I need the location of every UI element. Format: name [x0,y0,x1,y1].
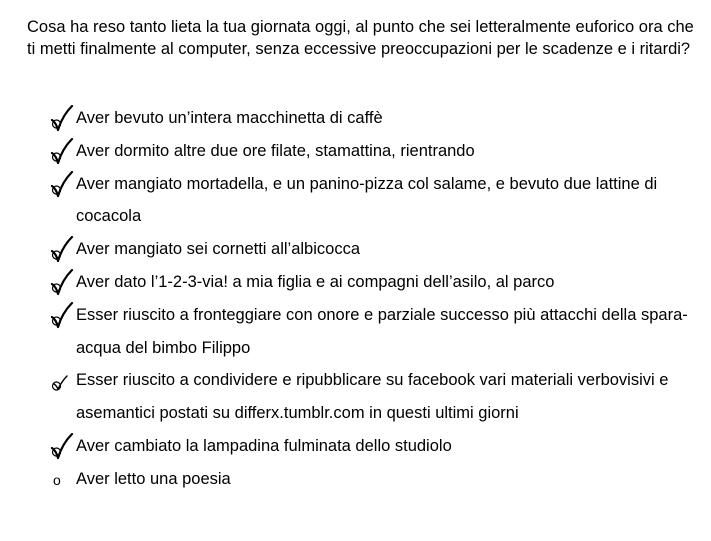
big-check-icon [50,433,74,461]
list-item [0,430,711,463]
list-item [0,364,711,430]
big-check-icon [50,138,74,166]
small-check-icon [50,367,74,395]
item-label: Esser riuscito a fronteggiare con onore e parziale successo più attacchi della spara-acqua del bimbo Filippo [76,305,688,357]
question-text: Cosa ha reso tanto lieta la tua giornata oggi, al punto che sei letteralmente euforico ora che ti metti finalmente al computer, senza eccessive preoccupazioni per le scadenze e i ritardi? [27,18,694,58]
item-label: Aver bevuto un’intera macchinetta di caffè [76,109,383,127]
big-check-icon [50,269,74,297]
checklist [0,102,711,496]
item-label: Aver dato l’1-2-3-via! a mia figlia e ai compagni dell’asilo, al parco [76,272,555,291]
item-label: Aver mangiato mortadella, e un panino-pizza col salame, e bevuto due lattine di cocacola [76,174,658,226]
list-item [0,135,711,168]
list-item [0,299,711,365]
list-item [0,168,711,234]
big-check-icon [50,171,74,199]
item-label: Aver dormito altre due ore filate, stamattina, rientrando [76,141,475,160]
big-check-icon [50,302,74,330]
item-label: Aver cambiato la lampadina fulminata dello studiolo [76,436,452,455]
list-item [0,102,711,135]
empty-bullet-icon: o [53,471,61,488]
big-check-icon [50,105,74,133]
list-item [0,463,711,496]
list-item [0,233,711,266]
item-label: Aver mangiato sei cornetti all’albicocca [76,240,361,259]
big-check-icon [50,236,74,264]
list-item [0,266,711,299]
item-label: Esser riuscito a condividere e ripubblicare su facebook vari materiali verbovisivi e asemantici postati su differx.tumblr.com in questi ultimi giorni [76,371,669,423]
item-label: Aver letto una poesia [76,469,231,488]
